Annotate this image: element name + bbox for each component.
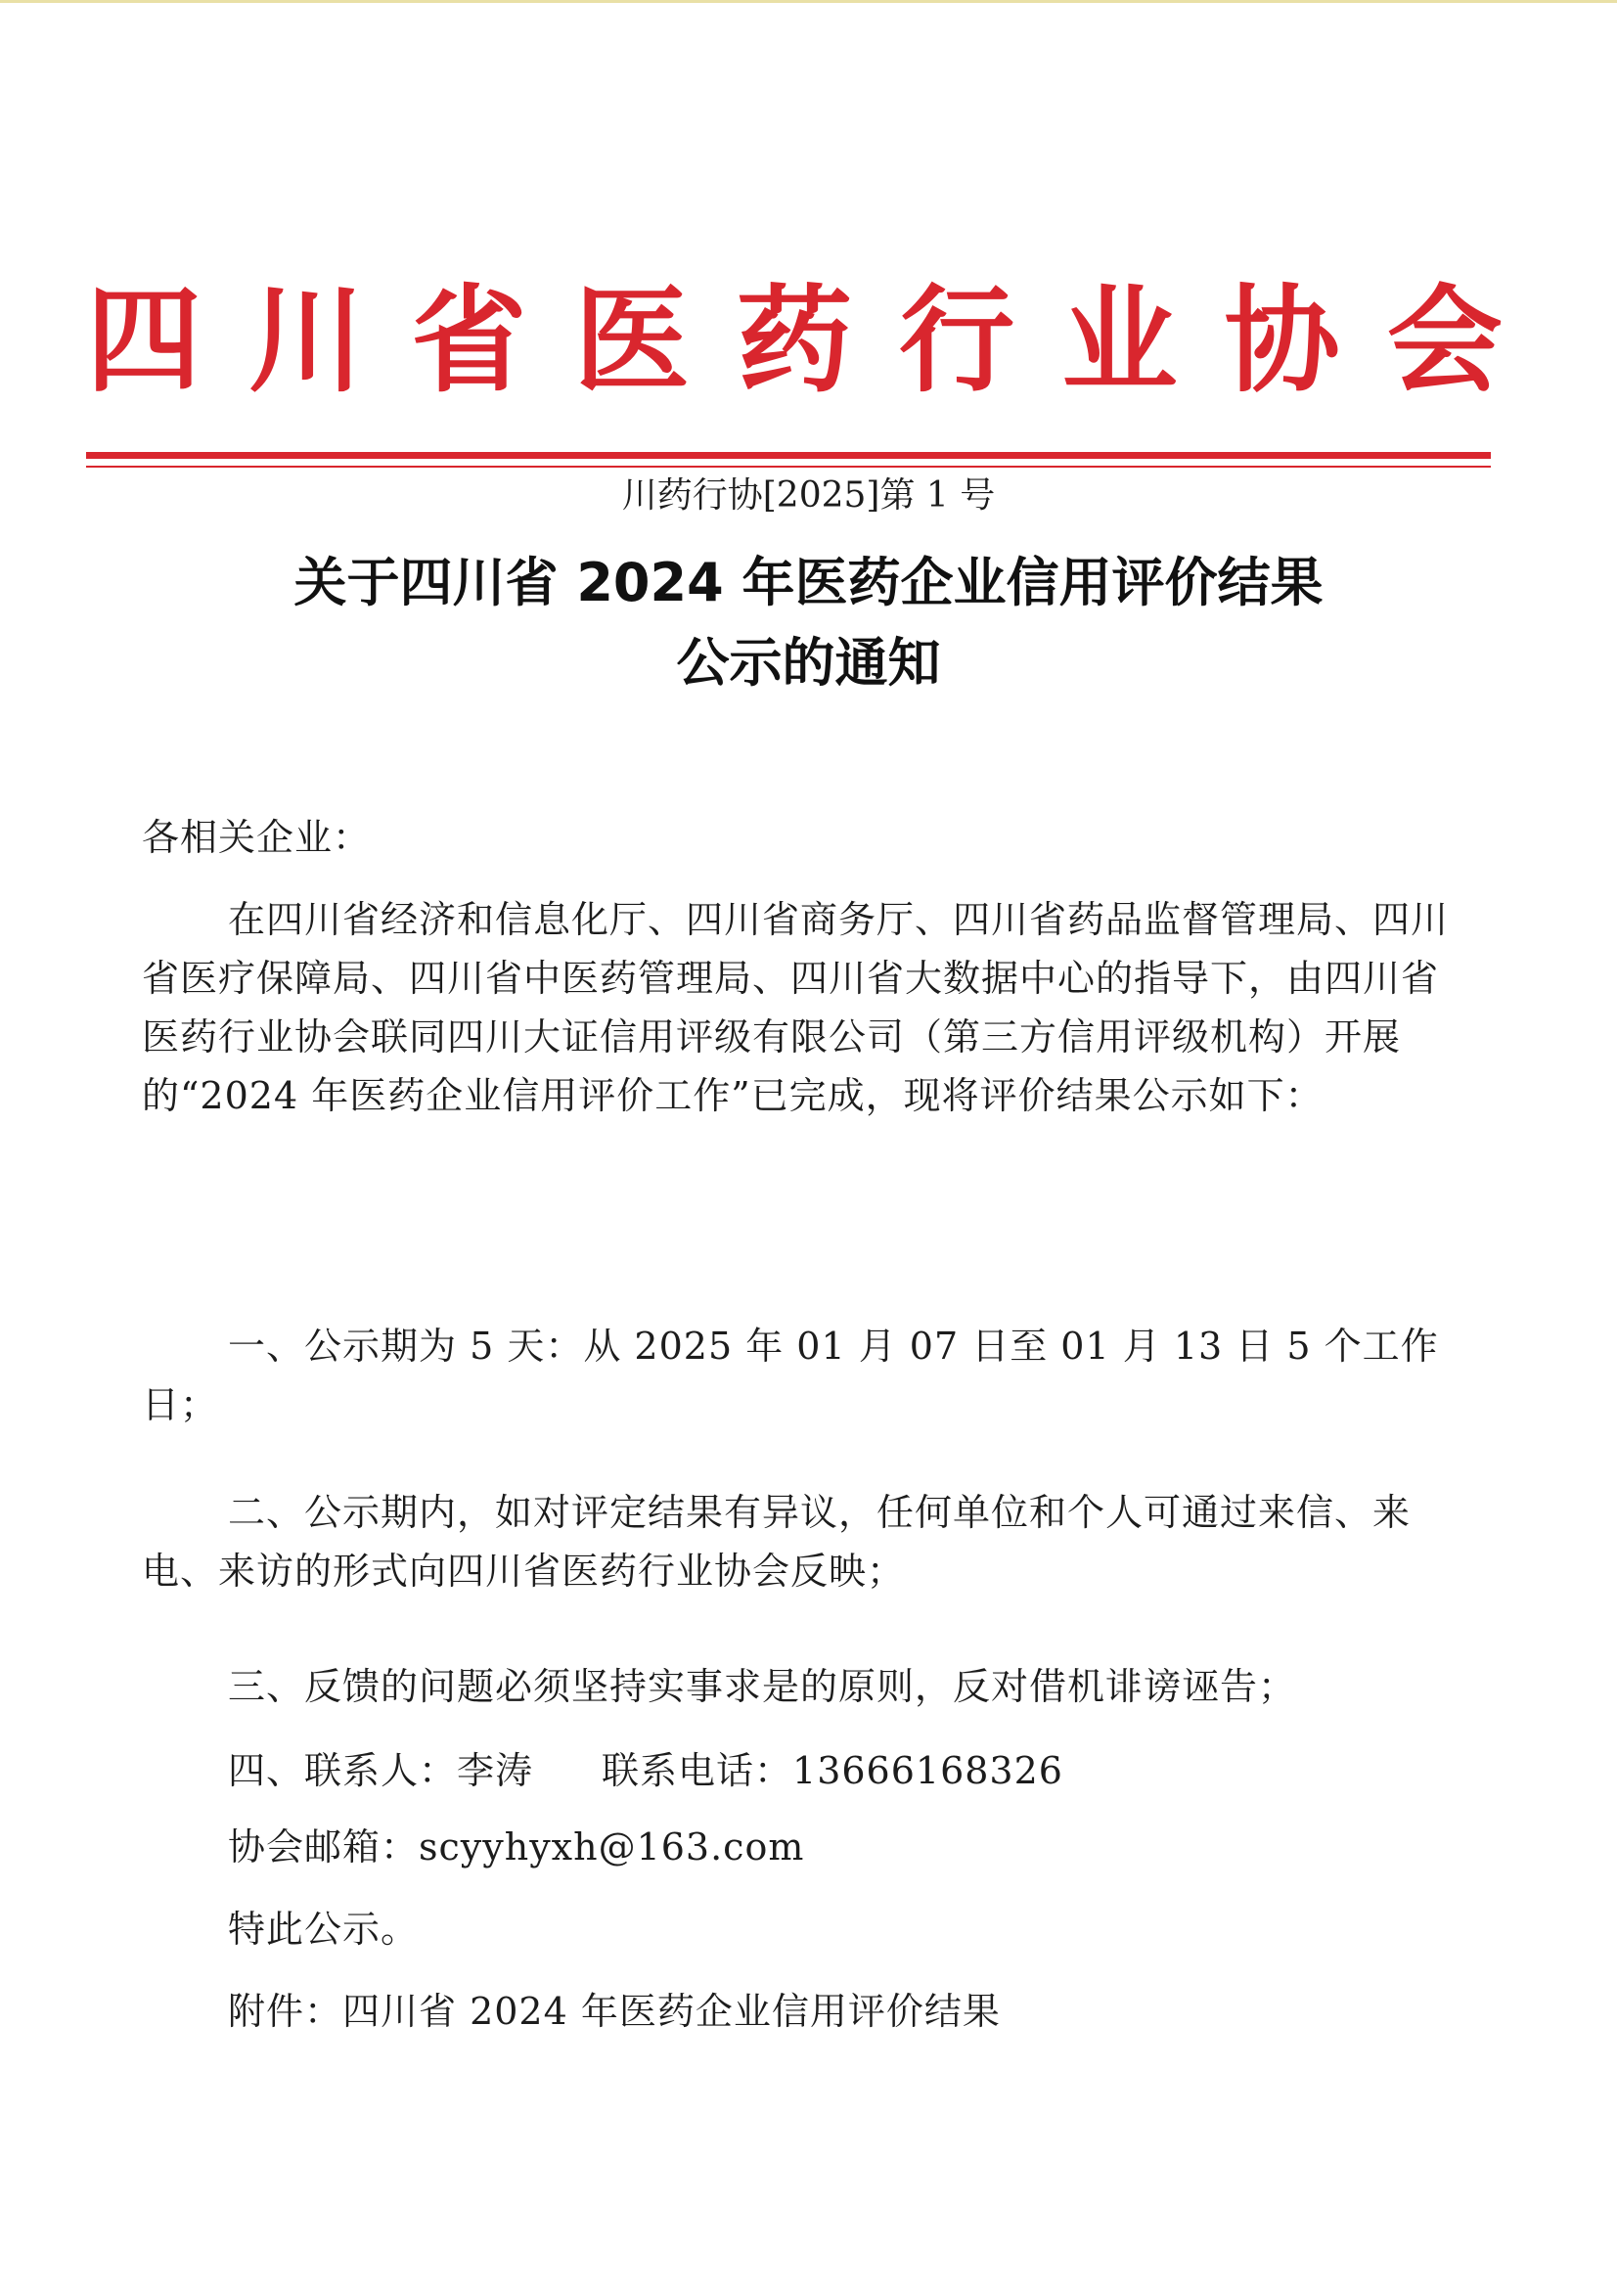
- document-title-line-2: 公示的通知: [676, 632, 941, 694]
- letterhead-char: 协: [1224, 273, 1340, 408]
- page-top-edge: [0, 0, 1617, 3]
- item-2-paragraph: 二、公示期内，如对评定结果有异议，任何单位和个人可通过来信、来电、来访的形式向四川省医药行业协会反映；: [142, 1491, 1412, 1593]
- item-3-paragraph: 三、反馈的问题必须坚持实事求是的原则，反对借机诽谤诬告；: [228, 1665, 1297, 1708]
- association-email: 协会邮箱：scyyhyxh@163.com: [228, 1825, 805, 1868]
- letterhead-char: 会: [1386, 273, 1503, 408]
- item-4-contact-line: [228, 1741, 1063, 1800]
- contact-person: 四、联系人：李涛: [228, 1749, 534, 1792]
- attachment-line: 附件：四川省 2024 年医药企业信用评价结果: [228, 1990, 1001, 2033]
- item-1-paragraph: 一、公示期为 5 天：从 2025 年 01 月 07 日至 01 月 13 日 5 个工作日；: [142, 1325, 1439, 1426]
- org-letterhead: [86, 262, 1503, 419]
- letterhead-char: 行: [899, 273, 1015, 408]
- letterhead-char: 业: [1061, 273, 1178, 408]
- closing-remark: 特此公示。: [228, 1908, 420, 1951]
- letterhead-char: 省: [411, 273, 527, 408]
- letterhead-char: 药: [736, 273, 852, 408]
- document-number: 川药行协[2025]第 1 号: [621, 475, 996, 516]
- header-rule-thick: [86, 452, 1491, 459]
- letterhead-char: 川: [248, 273, 365, 408]
- salutation: 各相关企业：: [142, 816, 372, 859]
- header-rule-thin: [86, 466, 1491, 468]
- intro-paragraph: 在四川省经济和信息化厅、四川省商务厅、四川省药品监督管理局、四川省医疗保障局、四川省中医药管理局、四川省大数据中心的指导下，由四川省医药行业协会联同四川大证信用评级有限公司（第三方信用评级机构）开展的“2024 年医药企业信用评价工作”已完成，现将评价结果公示如下：: [142, 898, 1450, 1117]
- contact-phone: 联系电话：13666168326: [602, 1749, 1063, 1792]
- document-title-line-1: 关于四川省 2024 年医药企业信用评价结果: [293, 552, 1324, 613]
- letterhead-char: 医: [573, 273, 690, 408]
- letterhead-char: 四: [86, 273, 202, 408]
